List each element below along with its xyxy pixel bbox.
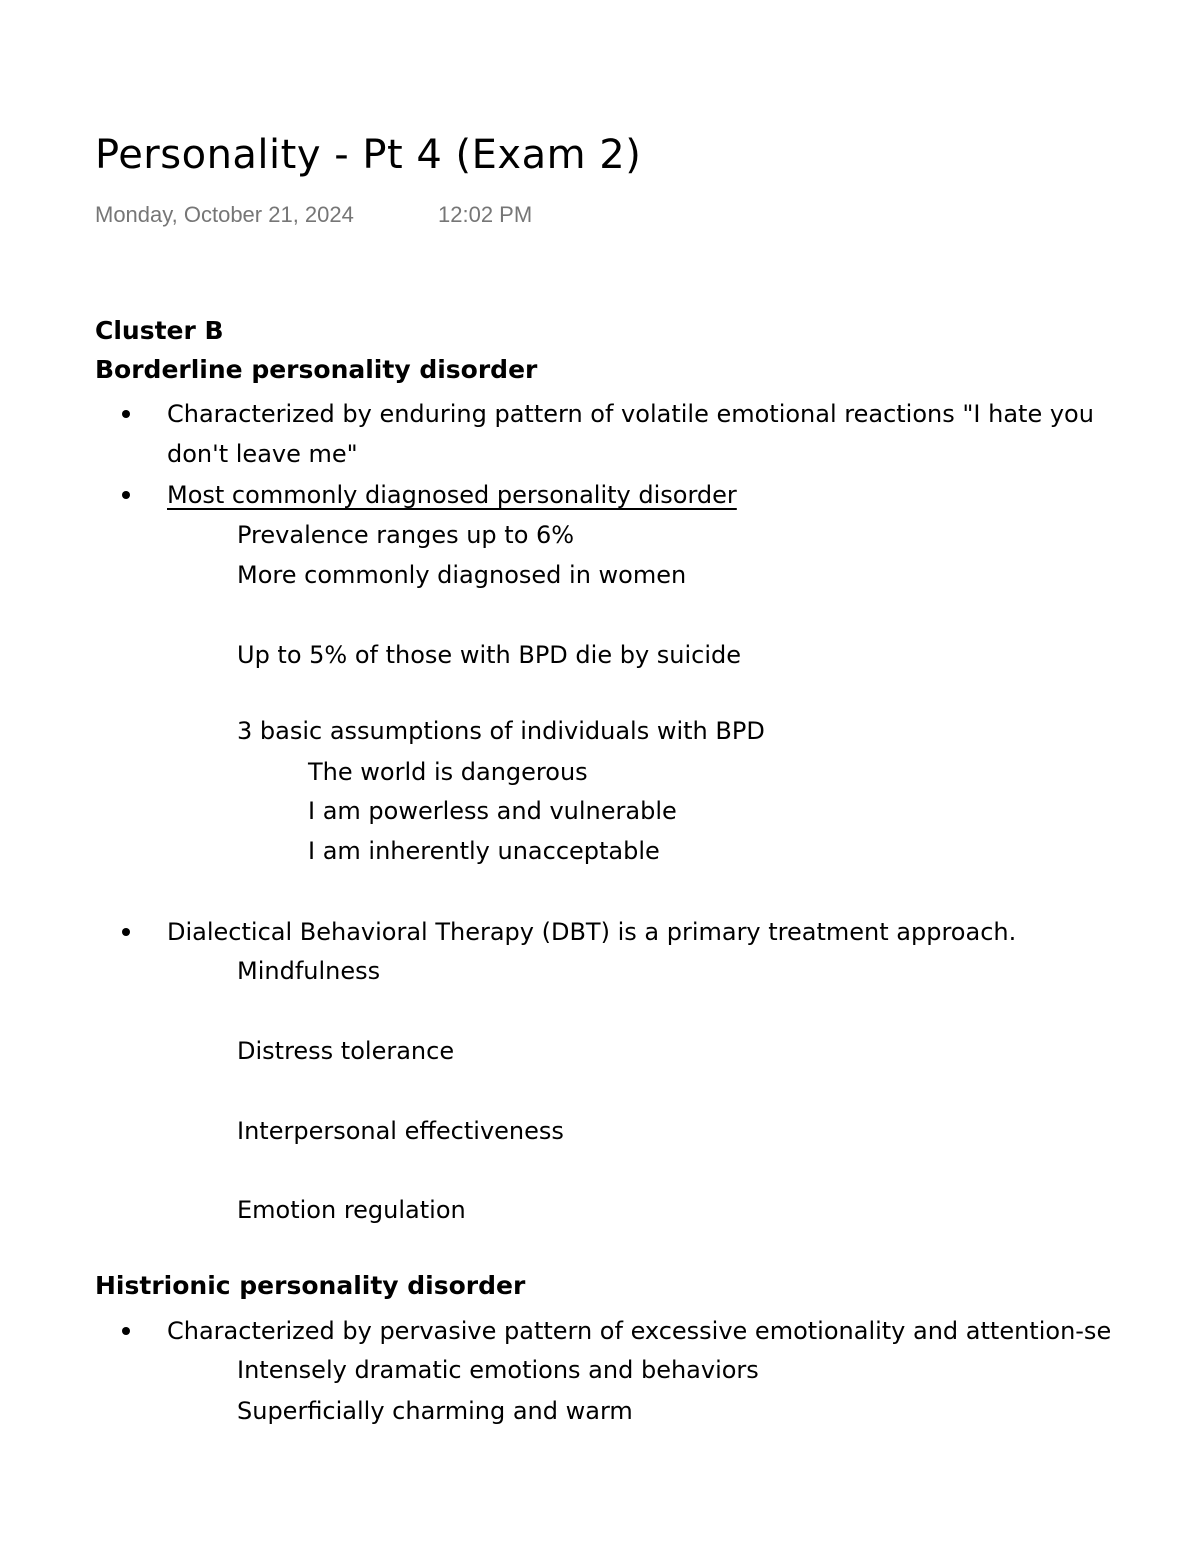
bpd-heading: Borderline personality disorder <box>95 355 538 384</box>
bpd-characterized-line2: don't leave me" <box>167 440 358 468</box>
bpd-assumptions-intro: 3 basic assumptions of individuals with BPD <box>237 717 765 745</box>
bpd-assumption: The world is dangerous <box>308 758 588 786</box>
bpd-assumption: I am inherently unacceptable <box>308 837 660 865</box>
cluster-heading: Cluster B <box>95 316 224 345</box>
bpd-women: More commonly diagnosed in women <box>237 561 687 589</box>
note-time: 12:02 PM <box>438 202 533 227</box>
dbt-skill: Distress tolerance <box>237 1037 455 1065</box>
bpd-dbt: Dialectical Behavioral Therapy (DBT) is a primary treatment approach. <box>167 918 1017 946</box>
bpd-assumption: I am powerless and vulnerable <box>308 797 677 825</box>
bullet-icon <box>122 1327 130 1335</box>
bullet-icon <box>122 410 130 418</box>
dbt-skill: Interpersonal effectiveness <box>237 1117 564 1145</box>
bpd-prevalence: Prevalence ranges up to 6% <box>237 521 575 549</box>
hpd-characterized: Characterized by pervasive pattern of excessive emotionality and attention-se <box>167 1317 1112 1345</box>
bpd-most-common: Most commonly diagnosed personality disorder <box>167 481 737 509</box>
bullet-icon <box>122 928 130 936</box>
page-cutoff <box>0 1436 1200 1553</box>
hpd-trait: Intensely dramatic emotions and behaviors <box>237 1356 759 1384</box>
bpd-suicide: Up to 5% of those with BPD die by suicide <box>237 641 742 669</box>
hpd-heading: Histrionic personality disorder <box>95 1271 526 1300</box>
page-title: Personality - Pt 4 (Exam 2) <box>95 132 642 178</box>
dbt-skill: Emotion regulation <box>237 1196 466 1224</box>
bpd-characterized-line1: Characterized by enduring pattern of volatile emotional reactions "I hate you <box>167 400 1094 428</box>
note-date: Monday, October 21, 2024 <box>95 202 354 227</box>
bullet-icon <box>122 491 130 499</box>
dbt-skill: Mindfulness <box>237 957 381 985</box>
hpd-trait: Superficially charming and warm <box>237 1397 633 1425</box>
